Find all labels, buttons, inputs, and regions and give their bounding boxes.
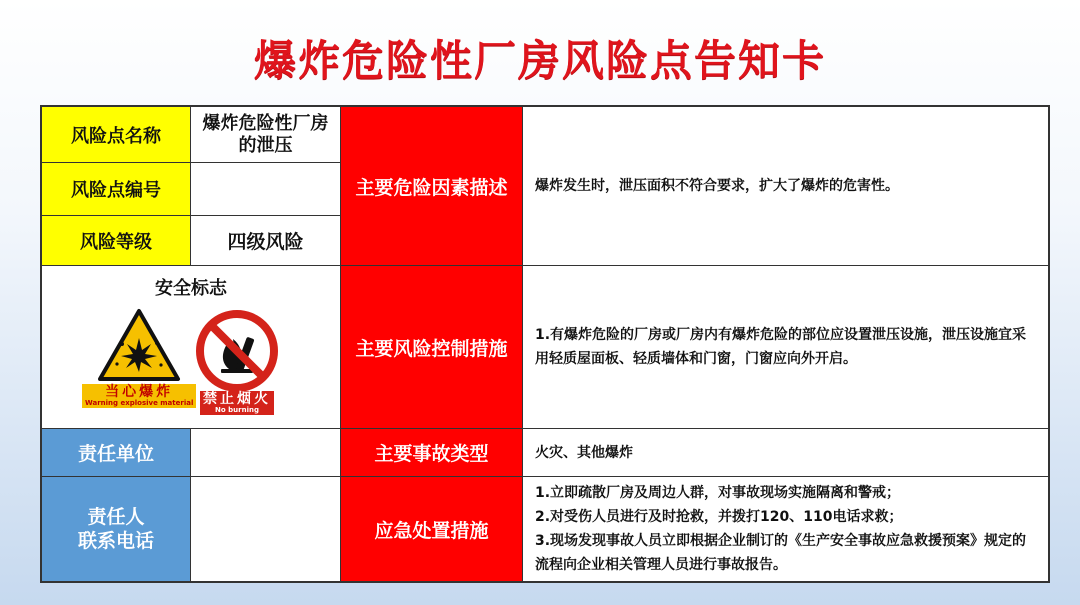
emergency-step: 1.立即疏散厂房及周边人群，对事故现场实施隔离和警戒；: [535, 485, 901, 501]
responsible-person-value: [190, 476, 341, 582]
hazard-description: 爆炸发生时，泄压面积不符合要求，扩大了爆炸的危害性。: [522, 106, 1049, 266]
risk-level-value: 四级风险: [190, 215, 341, 266]
responsible-unit-label: 责任单位: [41, 428, 191, 477]
accident-description: 火灾、其他爆炸: [522, 428, 1049, 477]
safety-signs-panel: [41, 265, 341, 429]
page-title: 爆炸危险性厂房风险点告知卡: [253, 36, 826, 85]
risk-code-value: [190, 162, 341, 216]
warning-sign: [82, 308, 196, 408]
risk-notice-card: [40, 105, 1050, 583]
safety-signs-title: 安全标志: [155, 278, 227, 299]
responsible-person-label-line1: 责任人: [87, 506, 145, 528]
emergency-description: [522, 476, 1049, 582]
control-description: 1.有爆炸危险的厂房或厂房内有爆炸危险的部位应设置泄压设施，泄压设施宜采用轻质屋面板、轻质墙体和门窗，门窗应向外开启。: [522, 265, 1049, 429]
emergency-label: 应急处置措施: [340, 476, 523, 582]
hazard-label: 主要危险因素描述: [340, 106, 523, 266]
accident-label: 主要事故类型: [340, 428, 523, 477]
no-burning-icon: [195, 309, 279, 393]
prohibition-sign-label: 禁止烟火 No burning: [200, 391, 274, 415]
risk-name-label: 风险点名称: [41, 106, 191, 163]
emergency-step: 3.现场发现事故人员立即根据企业制订的《生产安全事故应急救援预案》规定的流程向企业相关管理人员进行事故报告。: [535, 533, 1027, 573]
prohibition-sign: [195, 309, 279, 415]
risk-level-label: 风险等级: [41, 215, 191, 266]
risk-code-label: 风险点编号: [41, 162, 191, 216]
risk-name-value: 爆炸危险性厂房的泄压: [190, 106, 341, 163]
responsible-person-label: [41, 476, 191, 582]
explosive-warning-icon: [97, 308, 181, 382]
warning-sign-label: 当心爆炸 Warning explosive material: [82, 384, 196, 408]
control-label: 主要风险控制措施: [340, 265, 523, 429]
emergency-step: 2.对受伤人员进行及时抢救，并拨打120、110电话求救；: [535, 509, 903, 525]
responsible-person-label-line2: 联系电话: [77, 530, 154, 552]
responsible-unit-value: [190, 428, 341, 477]
